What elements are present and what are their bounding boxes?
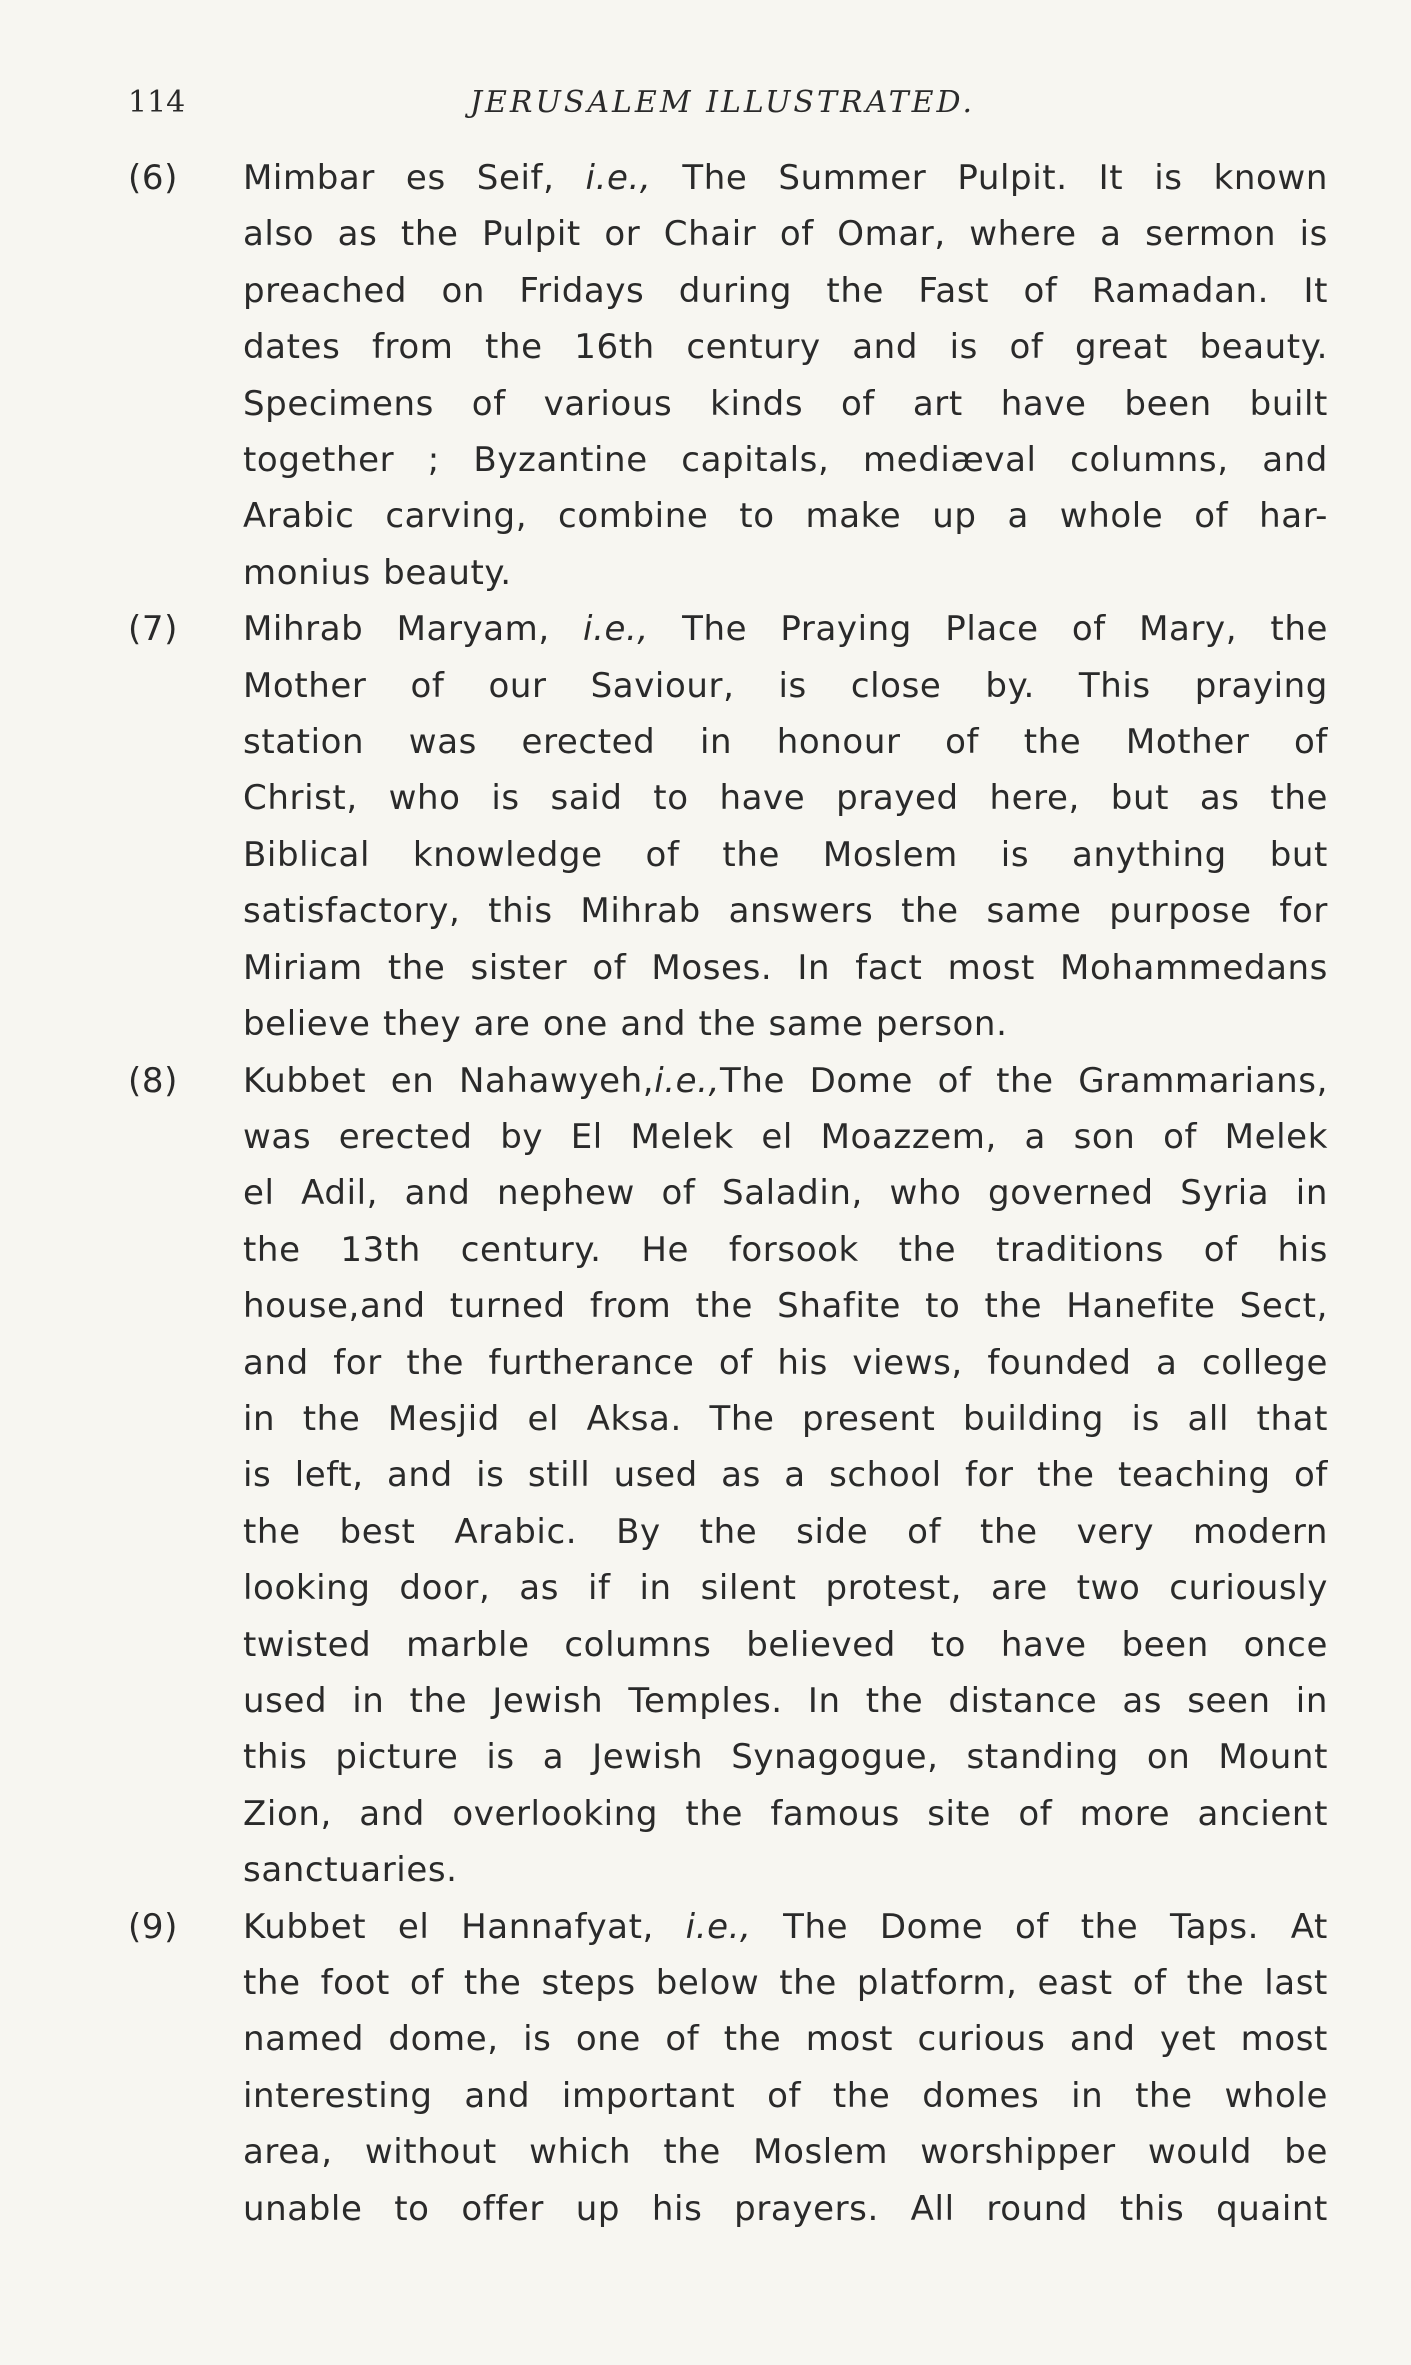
entry-text	[243, 150, 1328, 601]
text-line: also as the Pulpit or Chair of Omar, where a sermon is	[243, 214, 1328, 255]
text-line: house,and turned from the Shafite to the Hanefite Sect,	[243, 1286, 1328, 1327]
entry-7	[128, 601, 1328, 1052]
text-line: satisfactory, this Mihrab answers the same purpose for	[243, 891, 1328, 932]
entry-number: (7)	[128, 609, 178, 650]
text-line: Specimens of various kinds of art have been built	[243, 383, 1328, 424]
text-line: el Adil, and nephew of Saladin, who governed Syria in	[243, 1173, 1328, 1214]
text-line: was erected by El Melek el Moazzem, a son of Melek	[243, 1116, 1328, 1157]
text-line: used in the Jewish Temples. In the distance as seen in	[243, 1680, 1328, 1721]
entry-8	[128, 1053, 1328, 1899]
text-line: unable to offer up his prayers. All round this quaint	[243, 2188, 1328, 2229]
text-line: Kubbet el Hannafyat, i.e., The Dome of the Taps. At	[243, 1906, 1328, 1947]
text-line: Kubbet en Nahawyeh,i.e.,The Dome of the Grammarians,	[243, 1060, 1329, 1101]
entry-text	[243, 1053, 1328, 1899]
text-line: this picture is a Jewish Synagogue, standing on Mount	[243, 1737, 1328, 1778]
text-line: Biblical knowledge of the Moslem is anything but	[243, 834, 1328, 875]
running-head	[128, 80, 998, 126]
text-line: Miriam the sister of Moses. In fact most Mohammedans	[243, 947, 1328, 988]
text-line: the foot of the steps below the platform, east of the last	[243, 1963, 1328, 2003]
text-line: the best Arabic. By the side of the very modern	[243, 1511, 1328, 1552]
entry-number: (9)	[128, 1906, 178, 1947]
text-line: Mimbar es Seif, i.e., The Summer Pulpit. It is known	[243, 158, 1328, 198]
text-line: preached on Fridays during the Fast of Ramadan. It	[243, 270, 1328, 311]
text-line: looking door, as if in silent protest, are two curiously	[243, 1568, 1328, 1609]
page-number: 114	[128, 85, 186, 120]
text-line: Mihrab Maryam, i.e., The Praying Place of Mary, the	[243, 609, 1328, 650]
entry-9	[128, 1899, 1328, 2237]
text-line: and for the furtherance of his views, founded a college	[243, 1342, 1328, 1383]
text-line: together ; Byzantine capitals, mediæval columns, and	[243, 440, 1328, 481]
running-title: JERUSALEM ILLUSTRATED.	[470, 85, 976, 120]
entry-number: (6)	[128, 158, 178, 198]
text-line: Mother of our Saviour, is close by. This praying	[243, 665, 1328, 706]
entry-6	[128, 150, 1328, 601]
text-line: Arabic carving, combine to make up a whole of har-	[243, 496, 1328, 537]
text-line: Christ, who is said to have prayed here, but as the	[243, 778, 1328, 819]
text-line: believe they are one and the same person.	[243, 1004, 1008, 1045]
entry-list	[128, 150, 1328, 2237]
text-line: Zion, and overlooking the famous site of more ancient	[243, 1793, 1328, 1834]
text-line: named dome, is one of the most curious and yet most	[243, 2019, 1328, 2060]
text-line: twisted marble columns believed to have been once	[243, 1624, 1328, 1665]
text-line: in the Mesjid el Aksa. The present building is all that	[243, 1398, 1328, 1439]
text-line: interesting and important of the domes in the whole	[243, 2075, 1328, 2116]
text-line: is left, and is still used as a school for the teaching of	[243, 1455, 1328, 1496]
text-line: sanctuaries.	[243, 1850, 458, 1891]
text-line: area, without which the Moslem worshipper would be	[243, 2132, 1328, 2173]
text-line: dates from the 16th century and is of great beauty.	[243, 327, 1328, 368]
text-line: station was erected in honour of the Mother of	[243, 722, 1328, 763]
entry-text	[243, 1899, 1328, 2237]
text-line: monius beauty.	[243, 552, 512, 593]
entry-number: (8)	[128, 1060, 178, 1101]
text-line: the 13th century. He forsook the traditions of his	[243, 1229, 1328, 1270]
entry-text	[243, 601, 1328, 1052]
